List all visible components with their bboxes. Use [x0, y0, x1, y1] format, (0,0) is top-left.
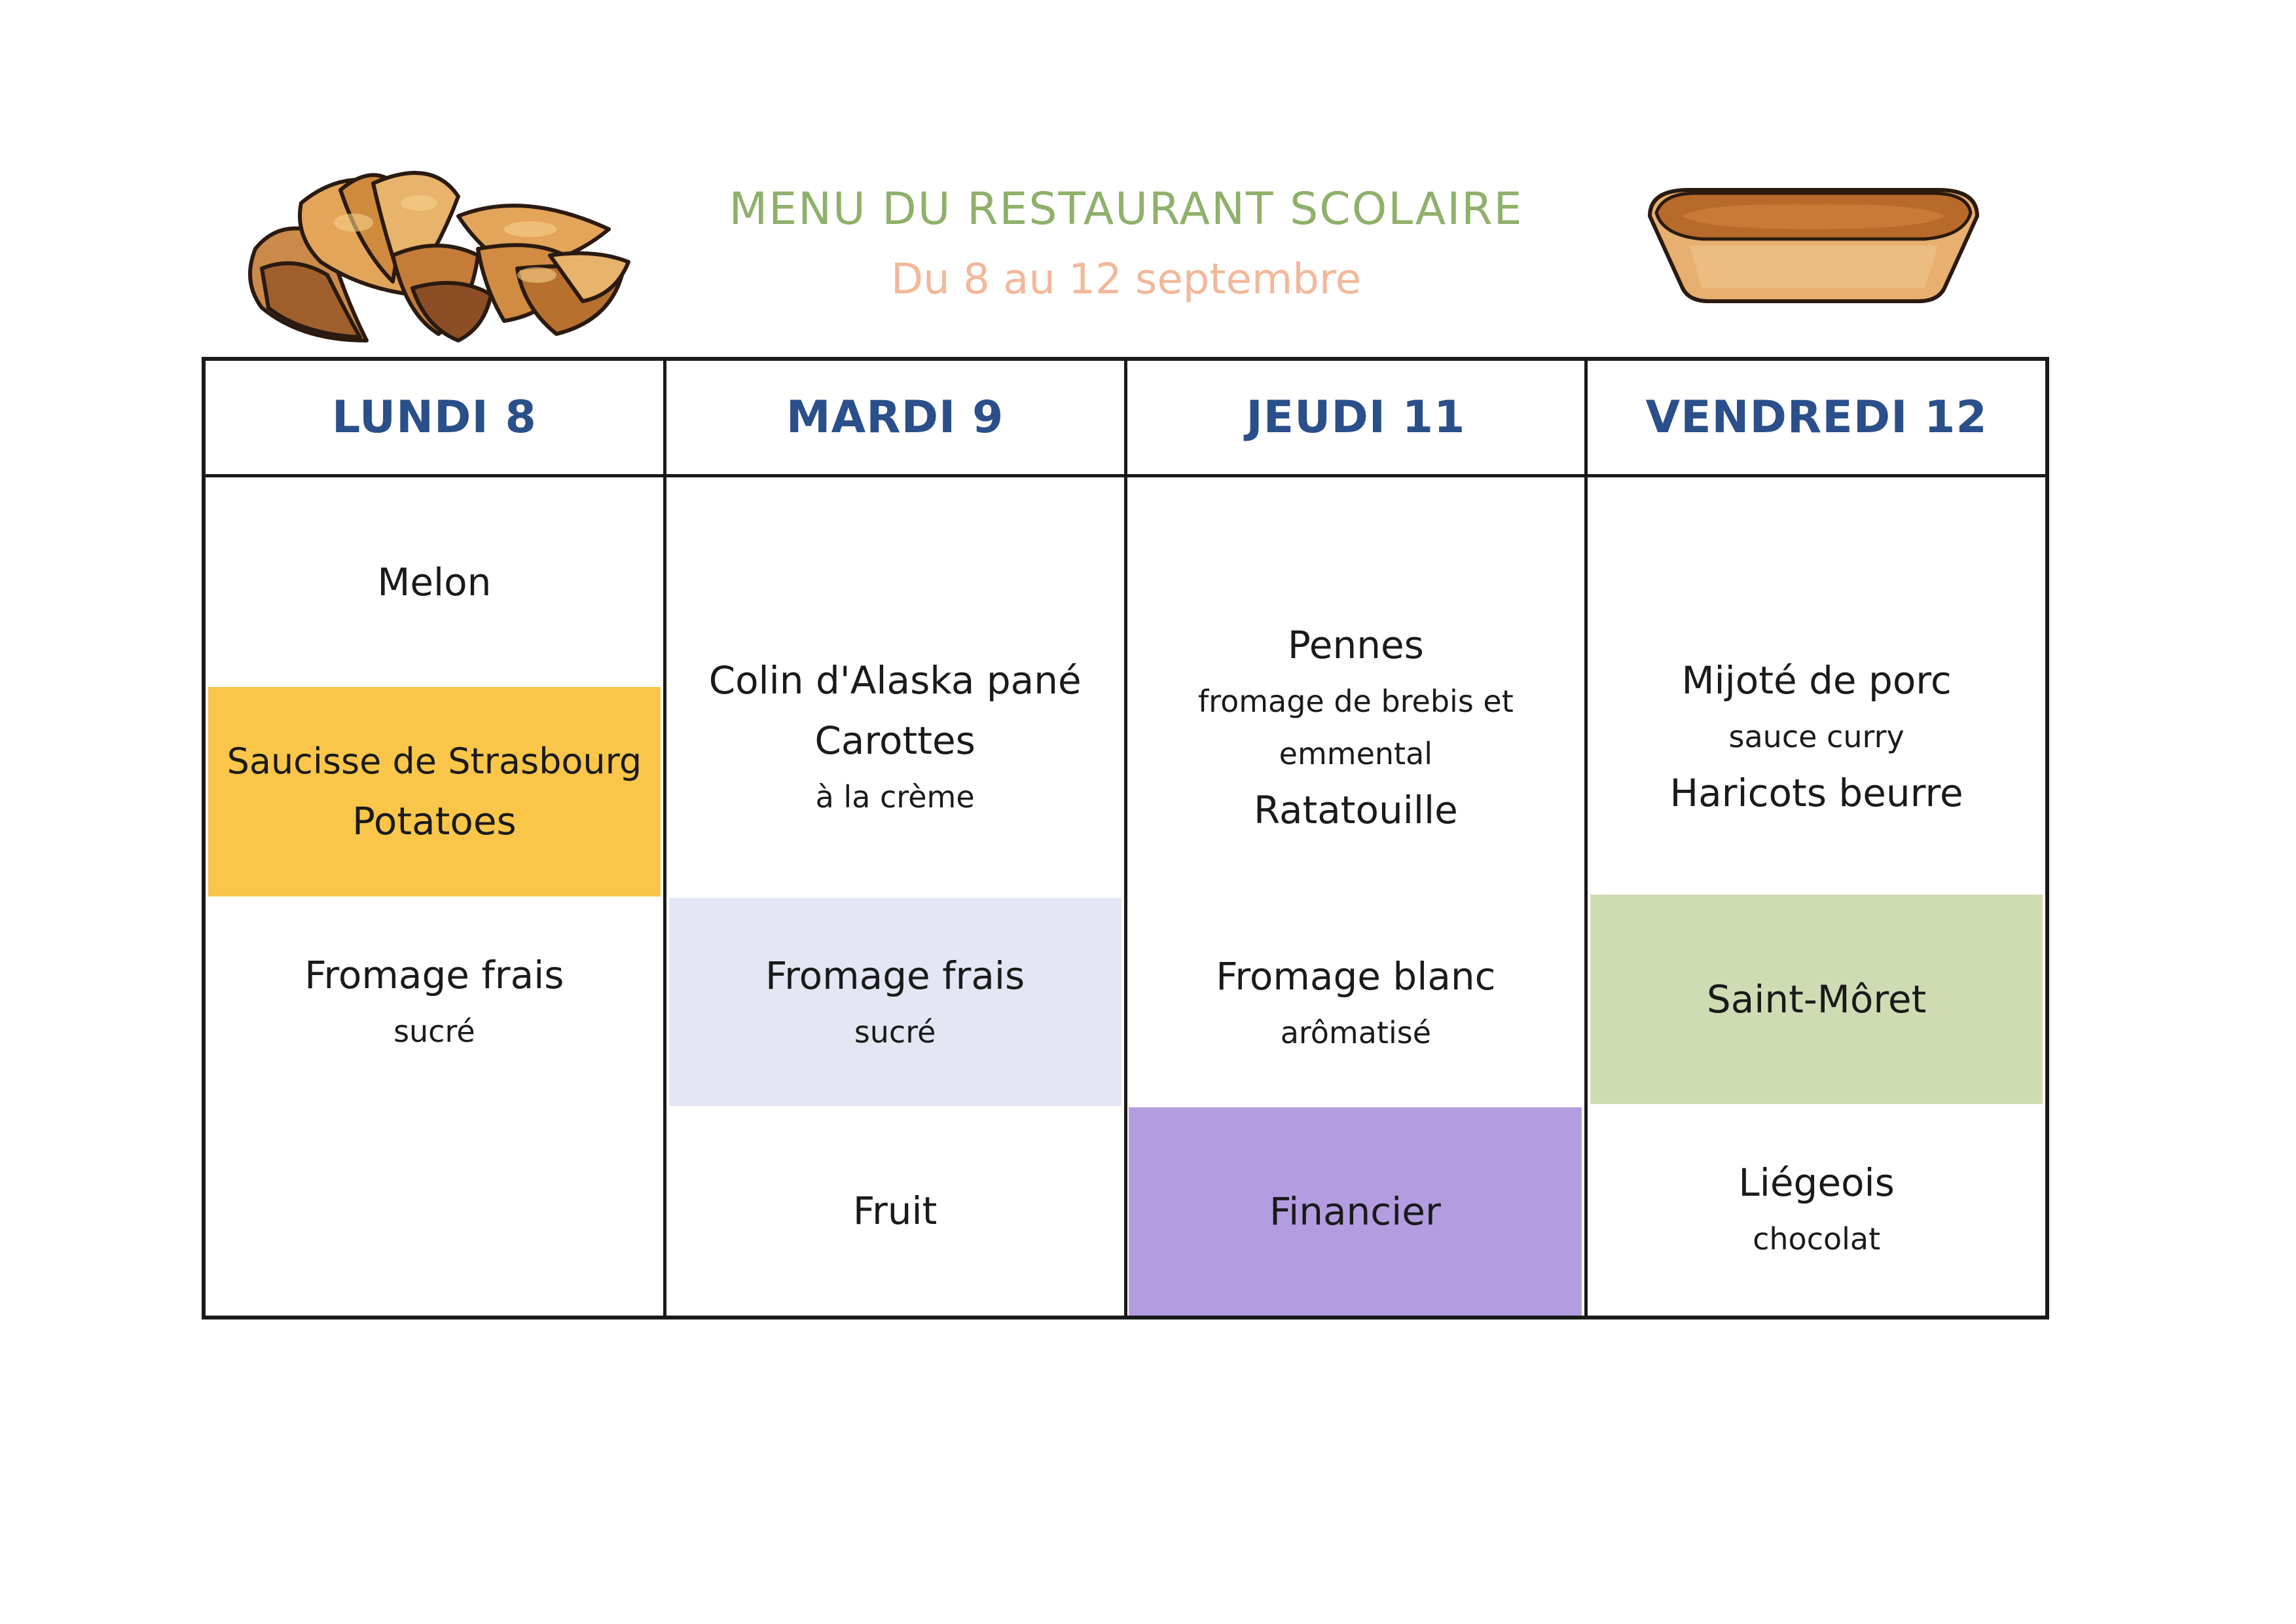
laitage-name: Fromage frais [304, 953, 564, 997]
entree-cell [208, 477, 661, 687]
accompagnement-name: Potatoes [352, 799, 517, 843]
accompagnement-detail: à la crème [815, 779, 975, 815]
plat-name: Colin d'Alaska pané [708, 658, 1082, 703]
laitage-detail: sucré [854, 1014, 936, 1050]
plat-cell [1130, 557, 1582, 898]
plat-name: Pennes [1287, 623, 1424, 667]
day-header: JEUDI 11 [1127, 361, 1585, 477]
day-header: LUNDI 8 [206, 361, 663, 477]
dessert-detail: chocolat [1753, 1221, 1881, 1257]
day-header: MARDI 9 [666, 361, 1124, 477]
plat-cell [1590, 577, 2043, 896]
plat-cell [208, 687, 661, 896]
plat-detail: sauce curry [1728, 719, 1904, 754]
day-column-vendredi [1588, 361, 2045, 1316]
menu-table [202, 357, 2049, 1320]
accompagnement-name: Carottes [814, 718, 975, 763]
dessert-name: Liégeois [1738, 1160, 1895, 1205]
dessert-name: Financier [1269, 1189, 1441, 1234]
day-column-jeudi [1127, 361, 1588, 1316]
dessert-cell [669, 1106, 1121, 1316]
dessert-cell [1129, 1107, 1582, 1316]
laitage-cell [1130, 898, 1582, 1107]
plat-cell [669, 577, 1121, 896]
laitage-cell [1590, 895, 2043, 1104]
plat-detail: emmental [1279, 736, 1433, 771]
financier-cake-illustration [1637, 164, 1990, 314]
day-column-lundi [206, 361, 666, 1316]
menu-title: MENU DU RESTAURANT SCOLAIRE [729, 183, 1523, 235]
plat-name: Saucisse de Strasbourg [227, 741, 642, 782]
laitage-cell [208, 896, 661, 1106]
entree-name: Melon [377, 560, 492, 604]
dessert-name: Fruit [852, 1189, 938, 1233]
laitage-name: Saint-Môret [1706, 977, 1927, 1022]
potato-wedges-illustration [242, 144, 648, 360]
plat-detail: fromage de brebis et [1197, 684, 1514, 719]
plat-name: Mijoté de porc [1681, 658, 1952, 703]
dessert-cell [1590, 1104, 2043, 1314]
day-column-mardi [666, 361, 1127, 1316]
day-header: VENDREDI 12 [1588, 361, 2045, 477]
laitage-name: Fromage blanc [1216, 954, 1496, 999]
laitage-detail: arômatisé [1280, 1015, 1432, 1050]
laitage-detail: sucré [393, 1014, 475, 1049]
accompagnement-name: Haricots beurre [1669, 771, 1963, 815]
laitage-cell [669, 898, 1121, 1106]
laitage-name: Fromage frais [765, 953, 1025, 998]
menu-date-range: Du 8 au 12 septembre [890, 255, 1362, 304]
accompagnement-name: Ratatouille [1253, 788, 1458, 832]
